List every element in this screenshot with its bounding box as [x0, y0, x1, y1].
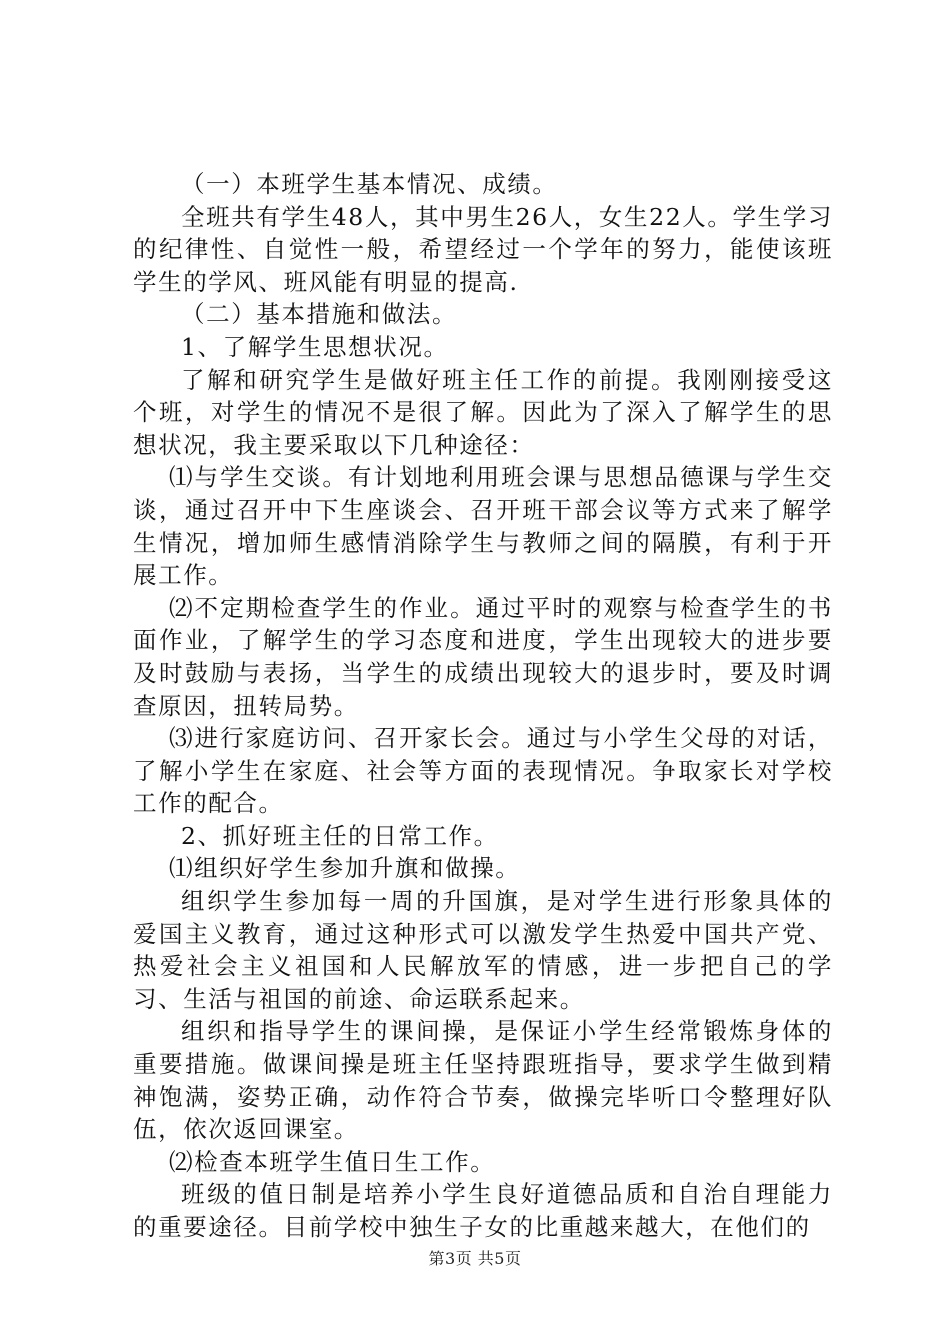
list-item-home-visits: ⑶进行家庭访问、召开家长会。通过与小学生父母的对话，了解小学生在家庭、社会等方面的表现情况。争取家长对学校工作的配合。 [133, 724, 833, 818]
paragraph-understand-students: 了解和研究学生是做好班主任工作的前提。我刚刚接受这个班，对学生的情况不是很了解。因此为了深入了解学生的思想状况，我主要采取以下几种途径： [133, 365, 833, 459]
section-heading-basic-info: （一）本班学生基本情况、成绩。 [181, 170, 558, 198]
list-item-flag-and-exercise: ⑴组织好学生参加升旗和做操。 [169, 854, 521, 883]
paragraph-flag-raising: 组织学生参加每一周的升国旗，是对学生进行形象具体的爱国主义教育，通过这种形式可以激发学生热爱中国共产党、热爱社会主义祖国和人民解放军的情感，进一步把自己的学习、生活与祖国的前途、命运联系起来。 [133, 887, 833, 1013]
list-item-duty-students: ⑵检查本班学生值日生工作。 [169, 1147, 496, 1176]
section-heading-measures: （二）基本措施和做法。 [181, 300, 458, 329]
paragraph-break-exercise: 组织和指导学生的课间操，是保证小学生经常锻炼身体的重要措施。做课间操是班主任坚持跟班指导，要求学生做到精神饱满，姿势正确，动作符合节奏，做操完毕听口令整理好队伍，依次返回课室。 [133, 1017, 833, 1144]
subheading-daily-work: 2、抓好班主任的日常工作。 [181, 821, 499, 850]
paragraph-class-overview: 全班共有学生48人，其中男生26人，女生22人。学生学习的纪律性、自觉性一般，希望经过一个学年的努力，能使该班学生的学风、班风能有明显的提高. [133, 202, 833, 296]
list-item-check-homework: ⑵不定期检查学生的作业。通过平时的观察与检查学生的书面作业，了解学生的学习态度和进度，学生出现较大的进步要及时鼓励与表扬，当学生的成绩出现较大的退步时，要及时调查原因，扭转局势。 [133, 593, 833, 720]
document-body [133, 168, 833, 1244]
page-number-footer: 第3页 共5页 [428, 1249, 522, 1268]
paragraph-duty-system: 班级的值日制是培养小学生良好道德品质和自治自理能力的重要途径。目前学校中独生子女的比重越来越大，在他们的 [133, 1180, 833, 1241]
list-item-talk-with-students: ⑴与学生交谈。有计划地利用班会课与思想品德课与学生交谈，通过召开中下生座谈会、召开班干部会议等方式来了解学生情况，增加师生感情消除学生与教师之间的隔膜，有利于开展工作。 [133, 463, 833, 590]
subheading-understand-students: 1、了解学生思想状况。 [181, 332, 449, 361]
